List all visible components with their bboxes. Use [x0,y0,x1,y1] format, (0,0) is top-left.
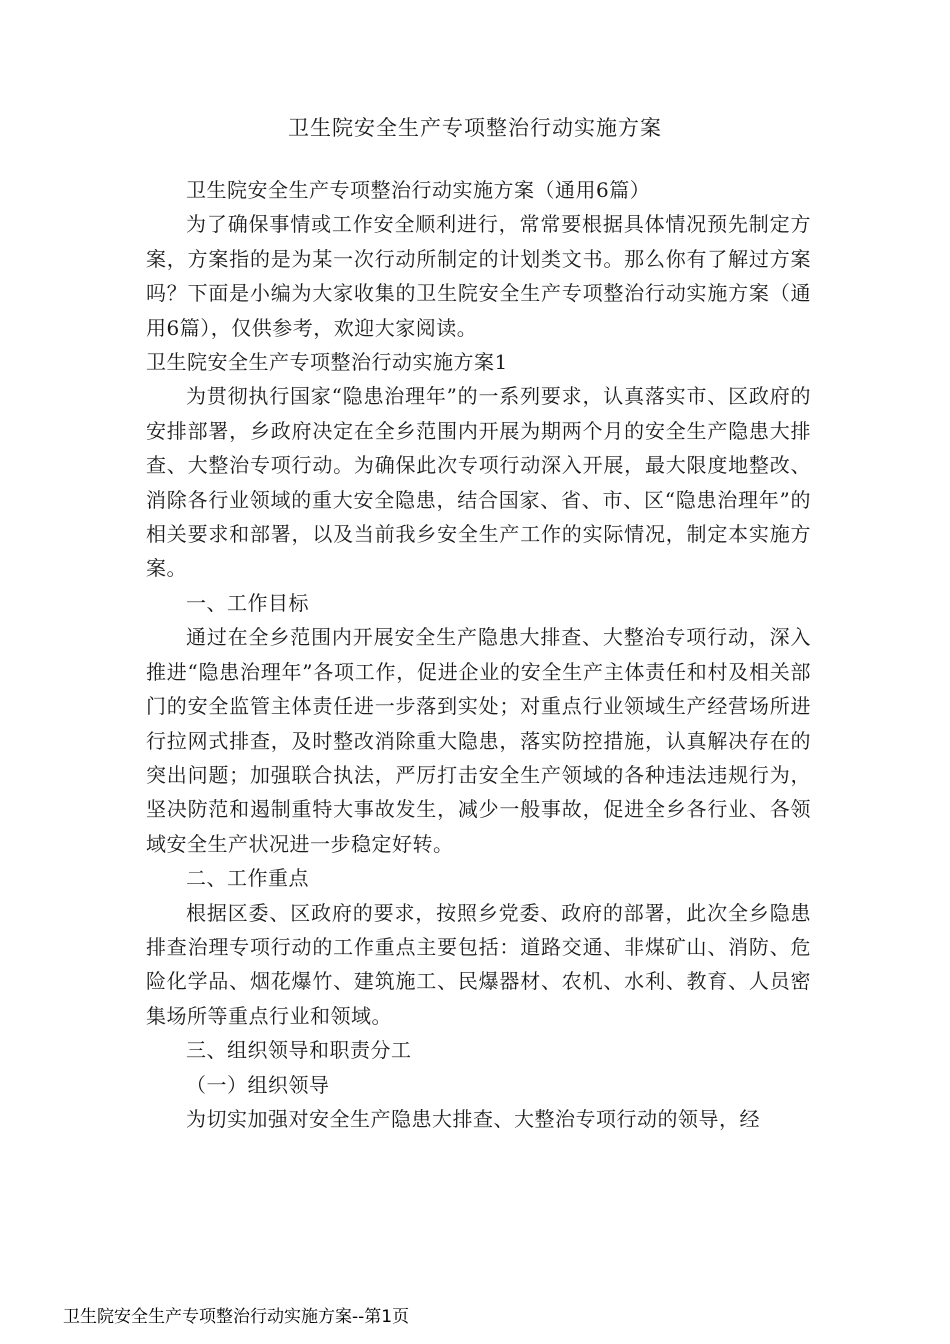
subheading-leadership: （一）组织领导 [186,1072,330,1097]
body-paragraph: 根据区委、区政府的要求，按照乡党委、政府的部署，此次全乡隐患排查治理专项行动的工作重点主要包括：道路交通、非煤矿山、消防、危险化学品、烟花爆竹、建筑施工、民爆器材、农机、水利、教育、人员密集场所等重点行业和领域。 [146,900,811,1028]
heading-work-focus: 二、工作重点 [186,866,309,891]
body-paragraph: 为切实加强对安全生产隐患大排查、大整治专项行动的领导，经 [186,1106,760,1131]
body-paragraph: 通过在全乡范围内开展安全生产隐患大排查、大整治专项行动，深入推进“隐患治理年”各项工作，促进企业的安全生产主体责任和村及相关部门的安全监管主体责任进一步落到实处；对重点行业领域生产经营场所进行拉网式排查，及时整改消除重大隐患，落实防控措施，认真解决存在的突出问题；加强联合执法，严厉打击安全生产领域的各种违法违规行为，坚决防范和遏制重特大事故发生，减少一般事故，促进全乡各行业、各领域安全生产状况进一步稳定好转。 [146,625,811,856]
document-body [146,173,811,1136]
page-footer: 卫生院安全生产专项整治行动实施方案--第1页 [63,1307,410,1327]
subtitle-paragraph: 卫生院安全生产专项整治行动实施方案（通用6篇） [186,178,651,202]
heading-organization: 三、组织领导和职责分工 [186,1038,412,1063]
heading-work-goals: 一、工作目标 [186,590,309,615]
section-heading-plan-1: 卫生院安全生产专项整治行动实施方案1 [146,350,508,375]
intro-paragraph: 为了确保事情或工作安全顺利进行，常常要根据具体情况预先制定方案，方案指的是为某一次行动所制定的计划类文书。那么你有了解过方案吗？下面是小编为大家收集的卫生院安全生产专项整治行动实施方案（通用6篇），仅供参考，欢迎大家阅读。 [146,212,811,340]
page-title: 卫生院安全生产专项整治行动实施方案 [288,116,662,140]
body-paragraph: 为贯彻执行国家“隐患治理年”的一系列要求，认真落实市、区政府的安排部署，乡政府决定在全乡范围内开展为期两个月的安全生产隐患大排查、大整治专项行动。为确保此次专项行动深入开展，最大限度地整改、消除各行业领域的重大安全隐患，结合国家、省、市、区“隐患治理年”的相关要求和部署，以及当前我乡安全生产工作的实际情况，制定本实施方案。 [146,384,811,581]
